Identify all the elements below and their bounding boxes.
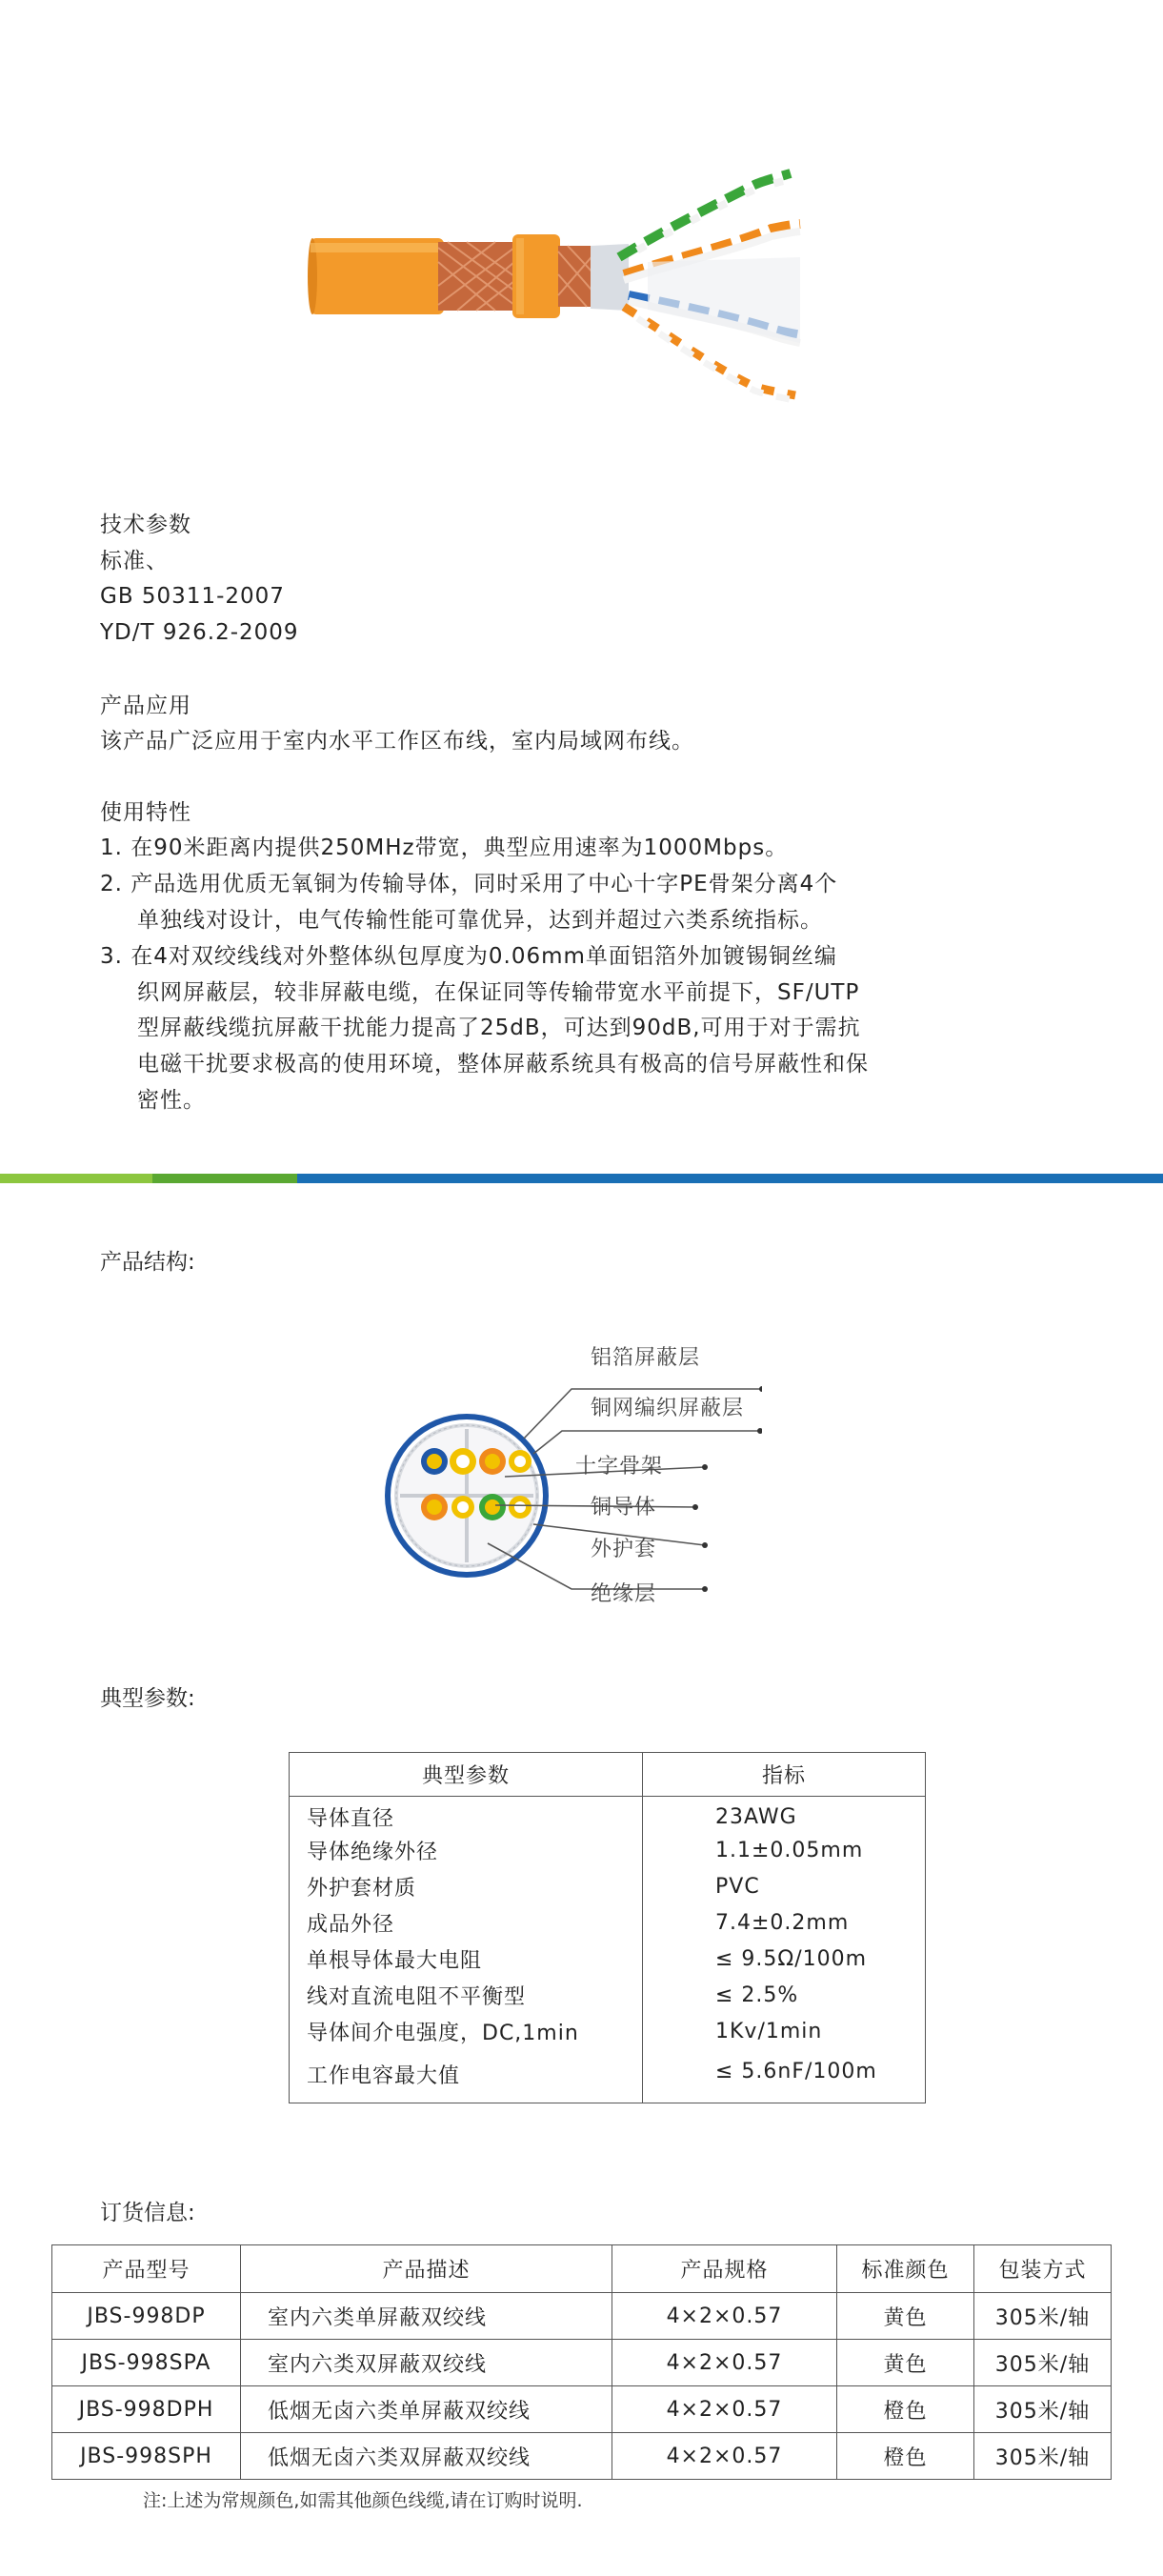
packaging-cell: 305米/轴 <box>974 2386 1112 2433</box>
order-info-heading: 订货信息: <box>100 2201 195 2225</box>
description-cell: 低烟无卤六类单屏蔽双绞线 <box>241 2386 612 2433</box>
section-divider <box>0 1174 1163 1183</box>
param-name: 成品外径 <box>290 1905 643 1942</box>
table-row <box>52 2293 1112 2340</box>
feature-line: 型屏蔽线缆抗屏蔽干扰能力提高了25dB，可达到90dB,可用于对于需抗 <box>137 1016 861 1040</box>
table-row <box>290 1797 926 1833</box>
table-header-row <box>52 2245 1112 2293</box>
cable-product-image <box>305 152 857 419</box>
table-row <box>52 2433 1112 2480</box>
param-name: 外护套材质 <box>290 1869 643 1905</box>
table-row <box>290 1833 926 1869</box>
typical-params-heading: 典型参数: <box>100 1686 195 1711</box>
application-heading: 产品应用 <box>100 694 191 718</box>
header-description: 产品描述 <box>241 2245 612 2293</box>
header-model: 产品型号 <box>52 2245 241 2293</box>
feature-line: 2. 产品选用优质无氧铜为传输导体，同时采用了中心十字PE骨架分离4个 <box>100 872 838 896</box>
cable-cross-section-diagram <box>381 1334 762 1629</box>
spec-cell: 4×2×0.57 <box>612 2340 837 2386</box>
feature-line: 电磁干扰要求极高的使用环境，整体屏蔽系统具有极高的信号屏蔽性和保 <box>137 1052 869 1077</box>
table-row <box>52 2340 1112 2386</box>
description-cell: 低烟无卤六类双屏蔽双绞线 <box>241 2433 612 2480</box>
application-text: 该产品广泛应用于室内水平工作区布线，室内局域网布线。 <box>100 729 694 754</box>
table-row <box>290 2050 926 2103</box>
param-value: 1.1±0.05mm <box>643 1833 926 1869</box>
model-cell: JBS-998SPH <box>52 2433 241 2480</box>
param-value: ≤ 2.5% <box>643 1978 926 2014</box>
structure-heading: 产品结构: <box>100 1250 195 1275</box>
param-value: 1Kv/1min <box>643 2014 926 2050</box>
tech-params-heading: 技术参数 <box>100 513 191 537</box>
model-cell: JBS-998DP <box>52 2293 241 2340</box>
param-value: PVC <box>643 1869 926 1905</box>
param-name: 线对直流电阻不平衡型 <box>290 1978 643 2014</box>
color-cell: 橙色 <box>837 2386 974 2433</box>
divider-segment-green <box>152 1174 297 1183</box>
table-header-row <box>290 1753 926 1797</box>
label-aluminum-foil-shield: 铝箔屏蔽层 <box>591 1346 701 1370</box>
packaging-cell: 305米/轴 <box>974 2433 1112 2480</box>
model-cell: JBS-998SPA <box>52 2340 241 2386</box>
label-copper-conductor: 铜导体 <box>591 1496 657 1519</box>
param-value: 23AWG <box>643 1797 926 1833</box>
model-cell: JBS-998DPH <box>52 2386 241 2433</box>
feature-line: 3. 在4对双绞线线对外整体纵包厚度为0.06mm单面铝箔外加镀锡铜丝编 <box>100 944 837 969</box>
color-cell: 黄色 <box>837 2293 974 2340</box>
header-param: 典型参数 <box>290 1753 643 1797</box>
standard-line: GB 50311-2007 <box>100 584 285 609</box>
param-value: ≤ 9.5Ω/100m <box>643 1942 926 1978</box>
label-cross-filler: 十字骨架 <box>575 1455 664 1479</box>
description-cell: 室内六类双屏蔽双绞线 <box>241 2340 612 2386</box>
table-row <box>290 2014 926 2050</box>
packaging-cell: 305米/轴 <box>974 2293 1112 2340</box>
param-name: 单根导体最大电阻 <box>290 1942 643 1978</box>
feature-line: 密性。 <box>137 1088 206 1113</box>
color-cell: 橙色 <box>837 2433 974 2480</box>
header-packaging: 包装方式 <box>974 2245 1112 2293</box>
param-name: 导体直径 <box>290 1797 643 1833</box>
header-color: 标准颜色 <box>837 2245 974 2293</box>
table-row <box>290 1942 926 1978</box>
description-cell: 室内六类单屏蔽双绞线 <box>241 2293 612 2340</box>
order-info-table <box>51 2244 1112 2480</box>
features-heading: 使用特性 <box>100 800 191 825</box>
header-spec: 指标 <box>643 1753 926 1797</box>
standard-line: YD/T 926.2-2009 <box>100 620 299 645</box>
table-row <box>52 2386 1112 2433</box>
param-name: 工作电容最大值 <box>290 2050 643 2103</box>
feature-line: 1. 在90米距离内提供250MHz带宽，典型应用速率为1000Mbps。 <box>100 835 789 860</box>
label-insulation: 绝缘层 <box>591 1582 657 1606</box>
spec-cell: 4×2×0.57 <box>612 2386 837 2433</box>
spec-cell: 4×2×0.57 <box>612 2433 837 2480</box>
table-row <box>290 1978 926 2014</box>
param-value: 7.4±0.2mm <box>643 1905 926 1942</box>
color-cell: 黄色 <box>837 2340 974 2386</box>
label-outer-jacket: 外护套 <box>591 1538 657 1561</box>
divider-segment-light-green <box>0 1174 152 1183</box>
typical-params-table <box>289 1752 926 2103</box>
divider-segment-blue <box>297 1174 1163 1183</box>
param-value: ≤ 5.6nF/100m <box>643 2050 926 2103</box>
feature-line: 织网屏蔽层，较非屏蔽电缆，在保证同等传输带宽水平前提下，SF/UTP <box>137 980 860 1005</box>
order-note: 注:上述为常规颜色,如需其他颜色线缆,请在订购时说明. <box>143 2490 583 2511</box>
spec-cell: 4×2×0.57 <box>612 2293 837 2340</box>
table-row <box>290 1869 926 1905</box>
param-name: 导体间介电强度，DC,1min <box>290 2014 643 2050</box>
standard-line: 标准、 <box>100 549 169 574</box>
param-name: 导体绝缘外径 <box>290 1833 643 1869</box>
packaging-cell: 305米/轴 <box>974 2340 1112 2386</box>
label-copper-braid-shield: 铜网编织屏蔽层 <box>591 1397 745 1420</box>
header-spec: 产品规格 <box>612 2245 837 2293</box>
feature-line: 单独线对设计，电气传输性能可靠优异，达到并超过六类系统指标。 <box>137 908 823 933</box>
table-row <box>290 1905 926 1942</box>
